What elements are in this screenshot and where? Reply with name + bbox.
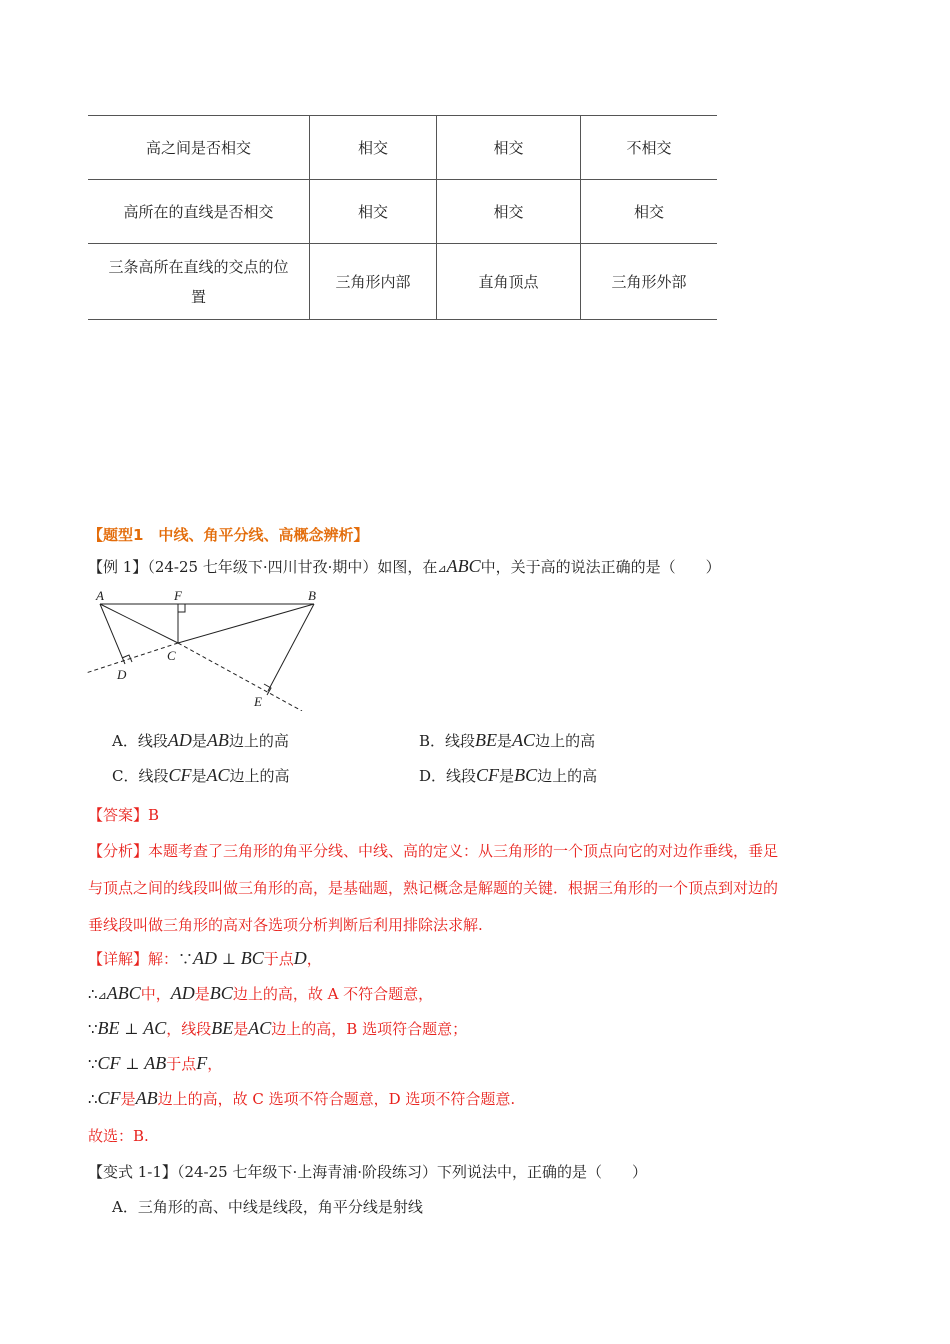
option-text: 是 (497, 732, 513, 750)
detail-label: 【详解】 (88, 950, 149, 968)
segment-bc (178, 604, 314, 643)
section-title: 【题型1 中线、角平分线、高概念辨析】 (88, 526, 369, 544)
variant-source: （24-25 七年级下·上海青浦·阶段练习） (176, 1163, 437, 1181)
variant-text: 下列说法中，正确的是（ ） (437, 1163, 648, 1181)
detail-math: AB (144, 1053, 167, 1073)
option-text: 线段 (446, 767, 477, 785)
detail-text: 边上的高，B 选项符合题意； (271, 1020, 468, 1038)
analysis-line (88, 840, 778, 861)
conclusion: 故选：B. (88, 1127, 149, 1145)
analysis-line: 垂线段叫做三角形的高对各选项分析判断后利用排除法求解. (88, 916, 483, 934)
option-text: 线段 (138, 767, 169, 785)
option-text: 是 (191, 767, 207, 785)
option-text: 是 (191, 732, 207, 750)
detail-line (88, 1088, 515, 1109)
detail-line (88, 948, 322, 969)
detail-math: AD (193, 948, 218, 968)
option-math: CF (476, 765, 500, 785)
analysis-text: 本题考查了三角形的角平分线、中线、高的定义：从三角形的一个顶点向它的对边作垂线，垂足 (148, 842, 779, 860)
analysis-label: 【分析】 (88, 842, 149, 860)
altitude-comparison-table (88, 115, 717, 320)
detail-math: AC (143, 1018, 167, 1038)
option-letter: C． (112, 767, 139, 785)
detail-math: AB (135, 1088, 158, 1108)
example-tag: 【例 1】 (88, 558, 148, 576)
option-letter: A． (112, 732, 138, 750)
table-cell-line: 三条高所在直线的交点的位 (108, 257, 289, 276)
stem-text: 中，关于高的说法正确的是（ ） (480, 558, 721, 576)
triangle-figure (84, 586, 324, 711)
table-row (88, 116, 717, 180)
because-symbol: ∵ (88, 1020, 98, 1038)
example-stem (88, 556, 721, 577)
table-row (88, 244, 717, 320)
option-math: BE (475, 730, 498, 750)
detail-line (88, 983, 433, 1004)
label-f: F (174, 588, 182, 603)
answer-value: B (148, 806, 160, 824)
option-text: 是 (499, 767, 515, 785)
segment-be (268, 604, 314, 691)
detail-math: D (293, 948, 307, 968)
table-row (88, 180, 717, 244)
option-b[interactable] (419, 730, 595, 751)
detail-math: ABC (106, 983, 141, 1003)
analysis-line: 与顶点之间的线段叫做三角形的高，是基础题，熟记概念是解题的关键．根据三角形的一个顶点到对边的 (88, 879, 779, 897)
perp-symbol: ⊥ (124, 1020, 139, 1038)
label-b: B (308, 588, 316, 603)
option-math: AD (167, 730, 192, 750)
option-text: 边上的高 (537, 767, 598, 785)
because-symbol: ∵ (178, 950, 194, 968)
answer (88, 804, 159, 825)
option-math: CF (168, 765, 192, 785)
segment-ad (100, 604, 125, 664)
option-d[interactable] (419, 765, 597, 786)
option-math: AB (206, 730, 229, 750)
option-c[interactable] (112, 765, 290, 786)
answer-label: 【答案】 (88, 806, 149, 824)
triangle-symbol: ⊿ (437, 562, 447, 575)
detail-text: 于点 (166, 1055, 197, 1073)
table-cell: 相交 (437, 180, 581, 244)
detail-math: F (196, 1053, 208, 1073)
variant-option-a[interactable]: A．三角形的高、中线是线段，角平分线是射线 (112, 1198, 423, 1216)
example-source: （24-25 七年级下·四川甘孜·期中） (147, 558, 378, 576)
option-math: BC (514, 765, 538, 785)
table-cell: 高之间是否相交 (145, 138, 251, 157)
table-cell: 相交 (310, 180, 437, 244)
table-cell: 相交 (581, 180, 718, 244)
option-text: 边上的高 (535, 732, 596, 750)
detail-text: 边上的高，故 C 选项不符合题意，D 选项不符合题意. (157, 1090, 516, 1108)
detail-math: AC (248, 1018, 272, 1038)
extension-cd (86, 643, 178, 673)
variant-stem (88, 1161, 647, 1182)
detail-text: 中， (140, 985, 171, 1003)
perp-symbol: ⊥ (125, 1055, 140, 1073)
option-math: AC (512, 730, 536, 750)
table-cell: 不相交 (581, 116, 718, 180)
table-cell: 相交 (310, 116, 437, 180)
table-cell: 直角顶点 (437, 244, 581, 320)
option-letter: B． (419, 732, 446, 750)
detail-text: 边上的高，故 A 不符合题意， (232, 985, 434, 1003)
therefore-symbol: ∴ (88, 985, 98, 1003)
detail-math: BC (240, 948, 264, 968)
option-a[interactable] (112, 730, 289, 751)
variant-tag: 【变式 1-1】 (88, 1163, 177, 1181)
right-angle-mark-e (264, 684, 271, 695)
detail-math: BE (97, 1018, 120, 1038)
table-cell: 高所在的直线是否相交 (123, 202, 274, 221)
extension-ce (178, 643, 302, 711)
triangle-symbol: ⊿ (97, 989, 107, 1002)
detail-math: AD (170, 983, 195, 1003)
detail-math: CF (97, 1053, 121, 1073)
label-e: E (254, 694, 262, 709)
option-text: 线段 (445, 732, 476, 750)
detail-text: 是 (194, 985, 210, 1003)
detail-text: 于点 (263, 950, 294, 968)
table-cell-line: 置 (190, 287, 206, 306)
detail-text: ， (207, 1055, 223, 1073)
detail-text: 是 (233, 1020, 249, 1038)
option-text: 边上的高 (229, 767, 290, 785)
label-c: C (167, 648, 176, 663)
option-letter: D． (419, 767, 447, 785)
perp-symbol: ⊥ (221, 950, 236, 968)
option-text: 线段 (137, 732, 168, 750)
option-text: 边上的高 (228, 732, 289, 750)
detail-math: CF (97, 1088, 121, 1108)
detail-math: BE (211, 1018, 234, 1038)
detail-text: 解： (148, 950, 179, 968)
therefore-symbol: ∴ (88, 1090, 98, 1108)
detail-text: ， (306, 950, 322, 968)
detail-text: 是 (120, 1090, 136, 1108)
detail-math: BC (209, 983, 233, 1003)
stem-text: 如图，在 (377, 558, 438, 576)
detail-text: ，线段 (166, 1020, 212, 1038)
detail-line (88, 1018, 467, 1039)
segment-ac (100, 604, 178, 643)
label-a: A (96, 588, 104, 603)
label-d: D (117, 667, 127, 682)
detail-line (88, 1053, 222, 1074)
table-cell: 三角形内部 (310, 244, 437, 320)
table-cell (88, 244, 310, 320)
triangle-name: ABC (446, 556, 481, 576)
option-math: AC (206, 765, 230, 785)
right-angle-mark-f (178, 604, 185, 612)
table-cell: 三角形外部 (581, 244, 718, 320)
table-cell: 相交 (437, 116, 581, 180)
because-symbol: ∵ (88, 1055, 98, 1073)
